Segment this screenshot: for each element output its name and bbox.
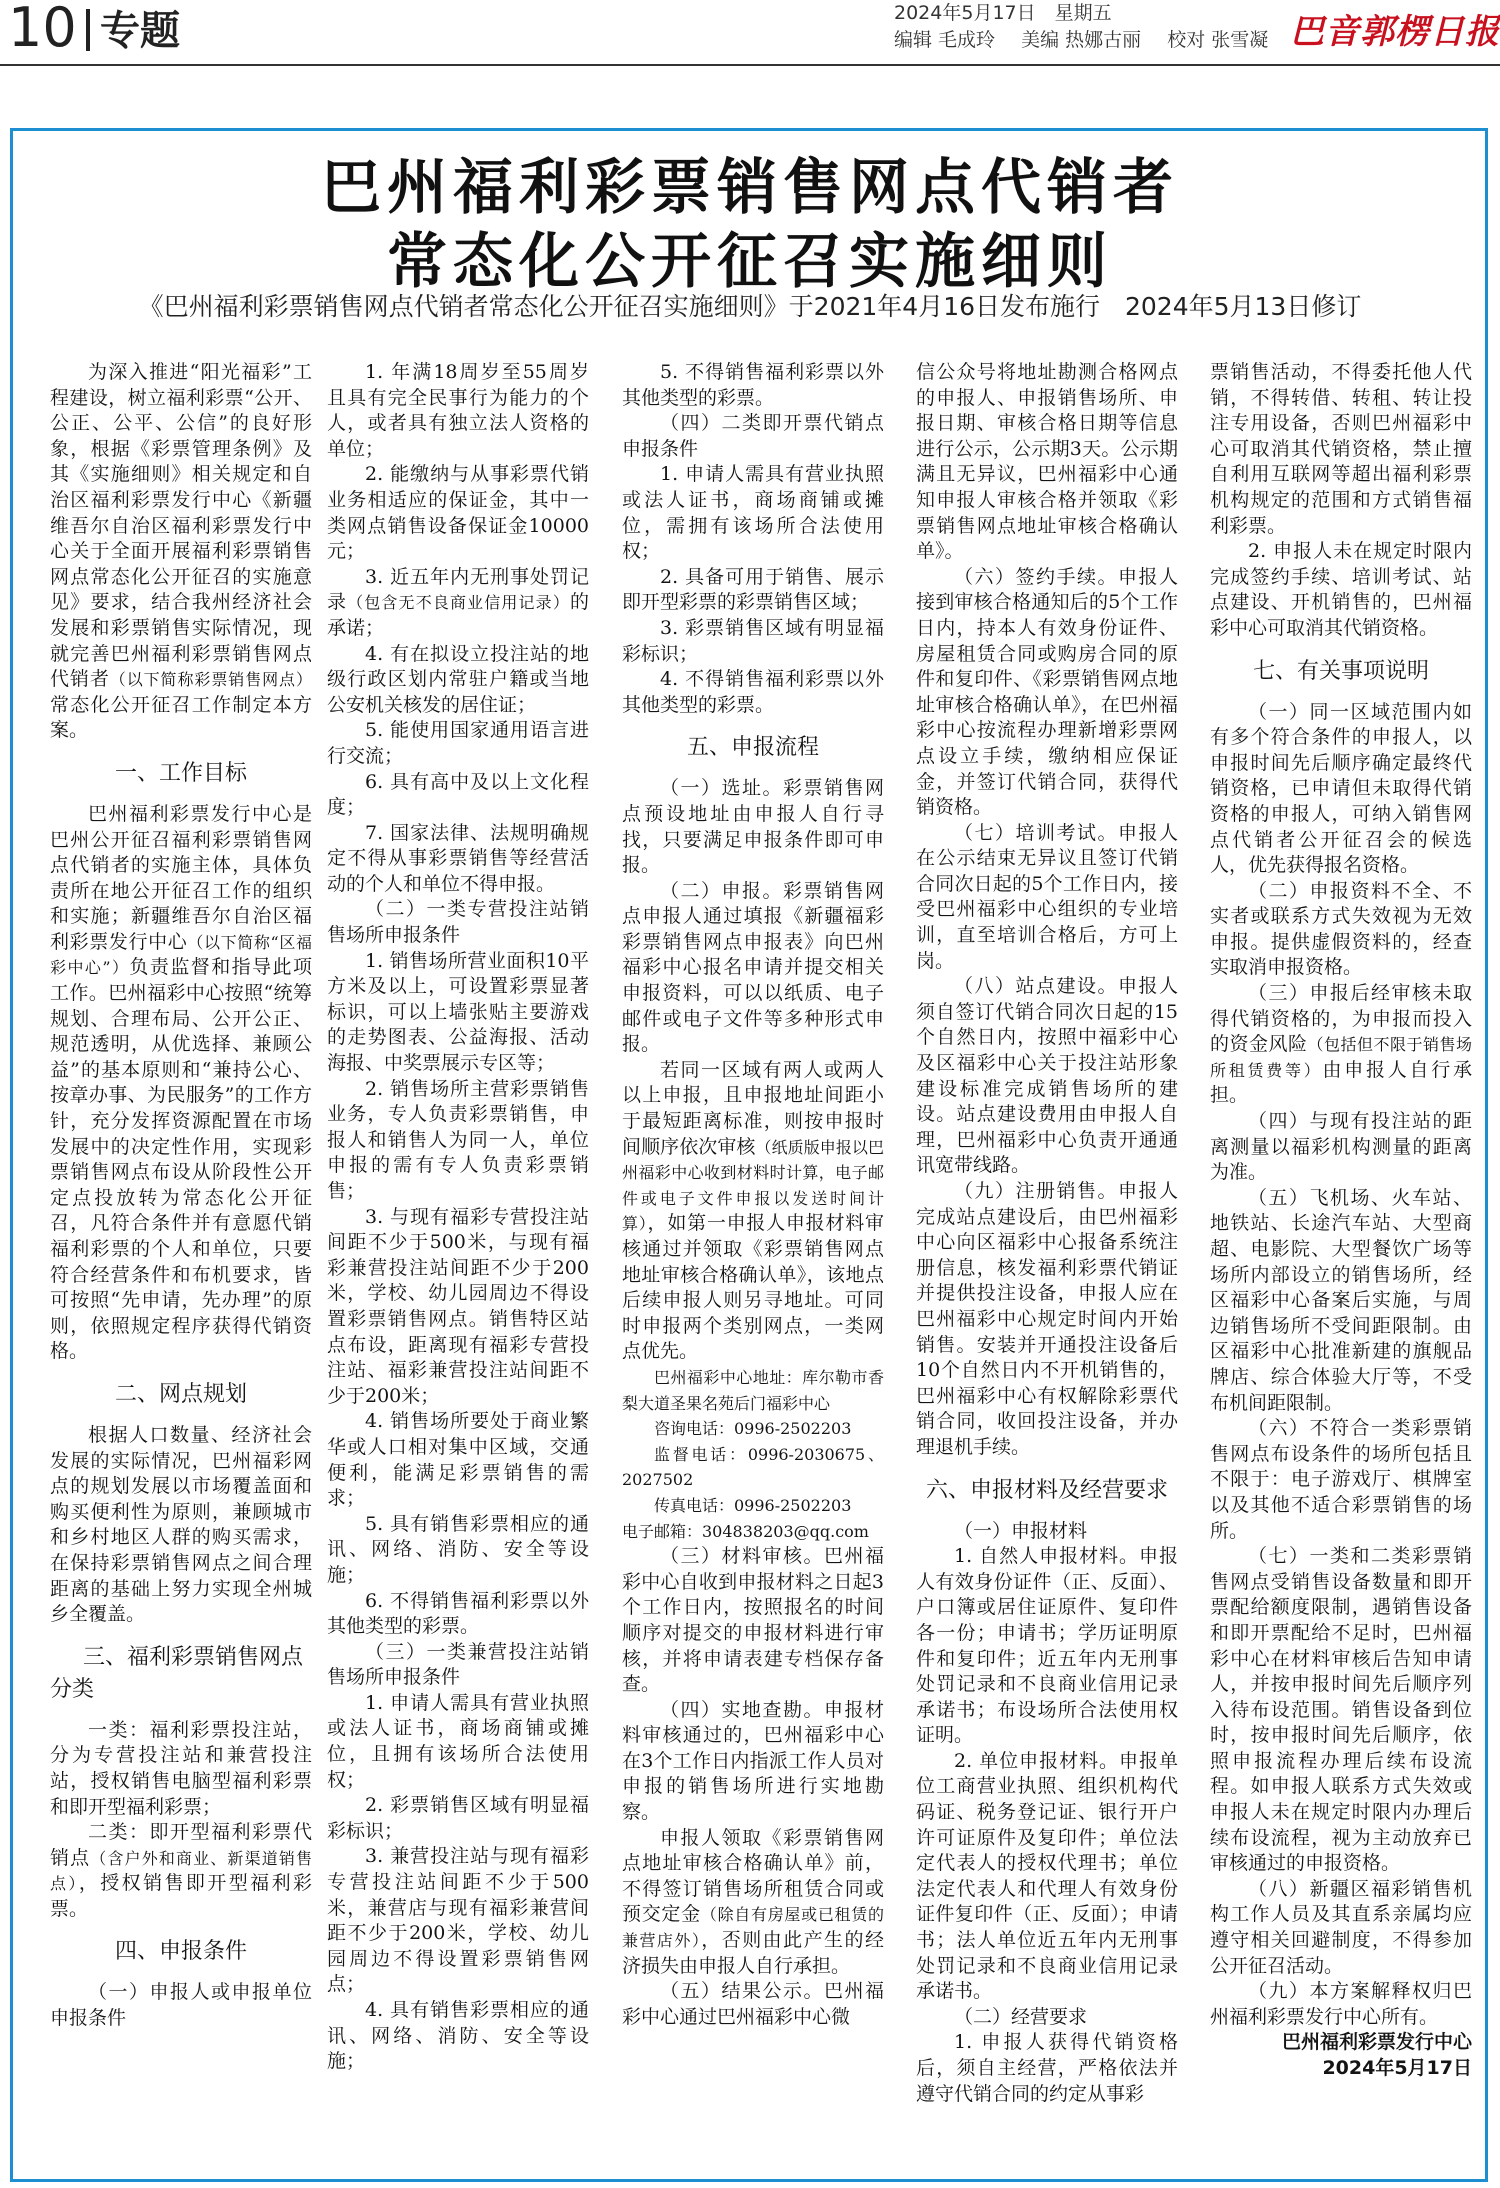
- paragraph: 6. 具有高中及以上文化程度；: [327, 770, 589, 819]
- page-masthead: [0, 0, 1500, 64]
- paragraph: 二类：即开型福利彩票代销点（含户外和商业、新渠道销售点），授权销售即开型福利彩票。: [50, 1821, 312, 1920]
- paragraph: （二）经营要求: [954, 2005, 1088, 2028]
- text-column-3: [622, 360, 884, 2160]
- contact-address: 巴州福彩中心地址：库尔勒市香梨大道圣果名苑后门福彩中心: [622, 1367, 884, 1413]
- paragraph: （二）一类专营投注站销售场所申报条件: [327, 898, 589, 947]
- text-column-1: [50, 360, 312, 2160]
- paragraph: （一）选址。彩票销售网点预设地址由申报人自行寻找，只要满足申报条件即可申报。: [622, 777, 884, 877]
- paragraph: 1. 申报人获得代销资格后，须自主经营，严格依法并遵守代销合同的约定从事彩: [916, 2031, 1178, 2105]
- paragraph: （三）申报后经审核未取得代销资格的，为申报而投入的资金风险（包括但不限于销售场所租赁费等）由申报人自行承担。: [1210, 982, 1472, 1107]
- paragraph: 4. 销售场所要处于商业繁华或人口相对集中区域，交通便利，能满足彩票销售的需求；: [327, 1410, 589, 1510]
- signature-date: 2024年5月17日: [1322, 2057, 1472, 2079]
- section-heading: 三、福利彩票销售网点分类: [50, 1644, 304, 1702]
- paragraph: 5. 能使用国家通用语言进行交流；: [327, 719, 589, 767]
- paragraph: 根据人口数量、经济社会发展的实际情况，巴州福彩网点的规划发展以市场覆盖面和购买便利性为原则，兼顾城市和乡村地区人群的购买需求，在保持彩票销售网点之间合理距离的基础上努力实现全州城乡全覆盖。: [50, 1423, 312, 1626]
- masthead-rule: [0, 64, 1500, 66]
- section-heading: 二、网点规划: [114, 1381, 247, 1407]
- paragraph: （九）本方案解释权归巴州福利彩票发行中心所有。: [1210, 1980, 1472, 2028]
- contact-supervision-phone: 监督电话：0996-2030675、2027502: [622, 1444, 884, 1490]
- issue-date: 2024年5月17日 星期五: [894, 2, 1112, 24]
- paragraph: 5. 不得销售福利彩票以外其他类型的彩票。: [622, 361, 884, 409]
- paragraph: 4. 不得销售福利彩票以外其他类型的彩票。: [622, 668, 884, 716]
- editor-credit: 编辑 毛成玲: [894, 29, 996, 51]
- paragraph: （七）培训考试。申报人在公示结束无异议且签订代销合同次日起的5个工作日内，接受巴州福彩中心组织的专业培训，直至培训合格后，方可上岗。: [916, 821, 1178, 972]
- paragraph: （四）与现有投注站的距离测量以福彩机构测量的距离为准。: [1210, 1110, 1472, 1184]
- paragraph: 2. 彩票销售区域有明显福彩标识；: [327, 1794, 589, 1842]
- paragraph: 3. 彩票销售区域有明显福彩标识；: [622, 616, 884, 665]
- contact-phone: 咨询电话：0996-2502203: [654, 1419, 852, 1439]
- paragraph: 1. 申请人需具有营业执照或法人证书，商场商铺或摊位，需拥有该场所合法使用权；: [622, 463, 884, 563]
- section-heading: 四、申报条件: [114, 1939, 247, 1965]
- signature-organization: 巴州福利彩票发行中心: [1281, 2031, 1472, 2054]
- paragraph: 2. 具备可用于销售、展示即开型彩票的彩票销售区域；: [622, 565, 884, 614]
- article-title-line-2: 常态化公开征召实施细则: [387, 227, 1113, 297]
- paragraph: （三）材料审核。巴州福彩中心自收到申报材料之日起3个工作日内，按照报名的时间顺序对提交的申报材料进行审核，并将申请表建专档保存备查。: [622, 1545, 884, 1696]
- paragraph: （七）一类和二类彩票销售网点受销售设备数量和即开票配给额度限制，遇销售设备和即开票配给不足时，巴州福彩中心在材料审核后告知申请人，并按申报时间先后顺序列入待布设范围。销售设备到位时，按申报时间先后顺序，依照申报流程办理后续布设流程。如申报人联系方式失效或申报人未在规定时限内办理后续布设流程，视为主动放弃已审核通过的申报资格。: [1210, 1545, 1472, 1875]
- masthead-divider: [86, 9, 90, 51]
- staff-credits: [894, 27, 1288, 53]
- paragraph: 信公众号将地址勘测合格网点的申报人、申报销售场所、申报日期、审核合格日期等信息进行公示，公示期3天。公示期满且无异议，巴州福彩中心通知申报人审核合格并领取《彩票销售网点地址审核合格确认单》。: [916, 361, 1178, 563]
- section-name: 专题: [100, 8, 180, 54]
- designer-credit: 美编 热娜古丽: [1021, 29, 1142, 51]
- paragraph: （六）不符合一类彩票销售网点布设条件的场所包括且不限于：电子游戏厅、棋牌室以及其他不适合彩票销售的场所。: [1210, 1417, 1472, 1542]
- article-title-line-1: 巴州福利彩票销售网点代销者: [321, 153, 1179, 223]
- paragraph: 7. 国家法律、法规明确规定不得从事彩票销售等经营活动的个人和单位不得申报。: [327, 821, 589, 895]
- section-heading: 五、申报流程: [686, 735, 819, 761]
- paragraph: 4. 有在拟设立投注站的地级行政区划内常驻户籍或当地公安机关核发的居住证；: [327, 642, 589, 716]
- section-heading: 六、申报材料及经营要求: [925, 1477, 1168, 1503]
- paragraph: 3. 近五年内无刑事处罚记录（包含无不良商业信用记录）的承诺；: [327, 565, 589, 639]
- paragraph: 1. 申请人需具有营业执照或法人证书，商场商铺或摊位，且拥有该场所合法使用权；: [327, 1691, 589, 1791]
- text-column-2: [327, 360, 589, 2160]
- contact-email: 电子邮箱：304838203@qq.com: [622, 1521, 869, 1541]
- paragraph: 一类：福利彩票投注站，分为专营投注站和兼营投注站，授权销售电脑型福利彩票和即开型福利彩票；: [50, 1718, 312, 1818]
- paragraph: （五）结果公示。巴州福彩中心通过巴州福彩中心微: [622, 1980, 884, 2028]
- paragraph: （四）二类即开票代销点申报条件: [622, 412, 884, 460]
- paragraph: 3. 兼营投注站与现有福彩专营投注站间距不少于500米，兼营店与现有福彩兼营间距不少于200米，学校、幼儿园周边不得设置彩票销售网点；: [327, 1845, 589, 1996]
- section-heading: 一、工作目标: [114, 760, 247, 786]
- paragraph: 1. 自然人申报材料。申报人有效身份证件（正、反面）、户口簿或居住证原件、复印件各一份；申请书；学历证明原件和复印件；近五年内无刑事处罚记录和不良商业信用记录承诺书；布设场所合法使用权证明。: [916, 1545, 1178, 1747]
- paragraph: 4. 具有销售彩票相应的通讯、网络、消防、安全等设施；: [327, 1999, 589, 2073]
- paragraph: 票销售活动，不得委托他人代销，不得转借、转租、转让投注专用设备，否则巴州福彩中心可取消其代销资格，禁止擅自利用互联网等超出福利彩票机构规定的范围和方式销售福利彩票。: [1210, 361, 1472, 537]
- paragraph: 1. 年满18周岁至55周岁且具有完全民事行为能力的个人，或者具有独立法人资格的单位；: [327, 361, 589, 460]
- paragraph: （一）申报人或申报单位申报条件: [50, 1981, 312, 2030]
- paragraph: 5. 具有销售彩票相应的通讯、网络、消防、安全等设施；: [327, 1512, 589, 1586]
- paragraph: 2. 销售场所主营彩票销售业务，专人负责彩票销售，申报人和销售人为同一人，单位申报的需有专人负责彩票销售；: [327, 1077, 589, 1202]
- paragraph: 1. 销售场所营业面积10平方米及以上，可设置彩票显著标识，可以上墙张贴主要游戏的走势图表、公益海报、活动海报、中奖票展示专区等；: [327, 949, 589, 1075]
- paragraph: 巴州福利彩票发行中心是巴州公开征召福利彩票销售网点代销者的实施主体，具体负责所在地公开征召工作的组织和实施；新疆维吾尔自治区福利彩票发行中心（以下简称“区福彩中心”）负责监督和指导此项工作。巴州福彩中心按照“统筹规划、合理布局、公开公正、规范透明，从优选择、兼顾公益”的基本原则和“兼持公心、按章办事、为民服务”的工作方针，充分发挥资源配置在市场发展中的决定性作用，实现彩票销售网点布设从阶段性公开定点投放转为常态化公开征召，凡符合条件并有意愿代销福利彩票的个人和单位，只要符合经营条件和布机要求，皆可按照“先申请，先办理”的原则，依照规定程序获得代销资格。: [50, 802, 312, 1363]
- article-subtitle: 《巴州福利彩票销售网点代销者常态化公开征召实施细则》于2021年4月16日发布施行 2024年5月13日修订: [138, 292, 1362, 321]
- text-column-5: [1210, 360, 1472, 2160]
- paragraph: （二）申报资料不全、不实者或联系方式失效视为无效申报。提供虚假资料的，经查实取消申报资格。: [1210, 879, 1472, 979]
- paragraph: （一）申报材料: [954, 1519, 1088, 1542]
- paragraph: （六）签约手续。申报人接到审核合格通知后的5个工作日内，持本人有效身份证件、房屋租赁合同或购房合同的原件和复印件、《彩票销售网点地址审核合格确认单》，在巴州福彩中心按流程办理新增彩票网点设立手续，缴纳相应保证金，并签订代销合同，获得代销资格。: [916, 565, 1178, 819]
- paragraph: （五）飞机场、火车站、地铁站、长途汽车站、大型商超、电影院、大型餐饮广场等场所内部设立的销售场所，经区福彩中心备案后实施，与周边销售场所不受间距限制。由区福彩中心批准新建的旗舰品牌店、综合体验大厅等，不受布机间距限制。: [1210, 1186, 1472, 1414]
- paragraph: （二）申报。彩票销售网点申报人通过填报《新疆福彩彩票销售网点申报表》向巴州福彩中心报名申请并提交相关申报资料，可以以纸质、电子邮件或电子文件等多种形式申报。: [622, 879, 884, 1056]
- paragraph: （九）注册销售。申报人完成站点建设后，由巴州福彩中心向区福彩中心报备系统注册信息，核发福利彩票代销证并提供投注设备，申报人应在巴州福彩中心规定时间内开始销售。安装并开通投注设备后10个自然日内不开机销售的，巴州福彩中心有权解除彩票代销合同，收回投注设备，并办理退机手续。: [916, 1180, 1178, 1458]
- paragraph: 3. 与现有福彩专营投注站间距不少于500米，与现有福彩兼营投注站间距不少于200米，学校、幼儿园周边不得设置彩票销售网点。销售特区站点布设，距离现有福彩专营投注站、福彩兼营投注站间距不少于200米；: [327, 1205, 589, 1407]
- paragraph: （八）站点建设。申报人须自签订代销合同次日起的15个自然日内，按照中福彩中心及区福彩中心关于投注站形象建设标准完成销售场所的建设。站点建设费用由申报人自理，巴州福彩中心负责开通通讯宽带线路。: [916, 975, 1178, 1177]
- text-column-4: [916, 360, 1178, 2160]
- page-number: 10: [8, 0, 77, 59]
- paragraph: 2. 申报人未在规定时限内完成签约手续、培训考试、站点建设、开机销售的，巴州福彩中心可取消其代销资格。: [1210, 540, 1472, 639]
- paragraph: 2. 单位申报材料。申报单位工商营业执照、组织机构代码证、税务登记证、银行开户许可证原件及复印件；单位法定代表人的授权代理书；单位法定代表人和代理人有效身份证件复印件（正、反面）；申请书；法人单位近五年内无刑事处罚记录和不良商业信用记录承诺书。: [916, 1749, 1178, 2003]
- paragraph: （四）实地查勘。申报材料审核通过的，巴州福彩中心在3个工作日内指派工作人员对申报的销售场所进行实地勘察。: [622, 1698, 884, 1824]
- contact-fax: 传真电话：0996-2502203: [654, 1495, 852, 1515]
- proofreader-credit: 校对 张雪凝: [1167, 29, 1269, 51]
- paragraph: 若同一区域有两人或两人以上申报，且申报地址间距小于最短距离标准，则按申报时间顺序依次审核（纸质版申报以巴州福彩中心收到材料时计算，电子邮件或电子文件申报以发送时间计算），如第一申报人申报材料审核通过并领取《彩票销售网点地址审核合格确认单》，该地点后续申报人则另寻地址。可同时申报两个类别网点，一类网点优先。: [622, 1058, 884, 1363]
- paragraph: 申报人领取《彩票销售网点地址审核合格确认单》前，不得签订销售场所租赁合同或预交定金（除自有房屋或已租赁的兼营店外），否则由此产生的经济损失由申报人自行承担。: [622, 1826, 884, 1977]
- paragraph: 6. 不得销售福利彩票以外其他类型的彩票。: [327, 1589, 589, 1638]
- paragraph: （八）新疆区福彩销售机构工作人员及其直系亲属均应遵守相关回避制度，不得参加公开征召活动。: [1210, 1877, 1472, 1977]
- paragraph: （一）同一区域范围内如有多个符合条件的申报人，以申报时间先后顺序确定最终代销资格，已申请但未取得代销资格的申报人，可纳入销售网点代销者公开征召会的候选人，优先获得报名资格。: [1210, 700, 1472, 877]
- section-heading: 七、有关事项说明: [1252, 658, 1429, 684]
- newspaper-logo: 巴音郭楞日报: [1290, 12, 1500, 52]
- paragraph: （三）一类兼营投注站销售场所申报条件: [327, 1640, 589, 1689]
- paragraph: 2. 能缴纳与从事彩票代销业务相适应的保证金，其中一类网点销售设备保证金10000元；: [327, 463, 589, 563]
- paragraph: 为深入推进“阳光福彩”工程建设，树立福利彩票“公开、公正、公平、公信”的良好形象，根据《彩票管理条例》及其《实施细则》相关规定和自治区福利彩票发行中心《新疆维吾尔自治区福利彩票发行中心关于全面开展福利彩票销售网点常态化公开征召的实施意见》要求，结合我州经济社会发展和彩票销售实际情况，现就完善巴州福利彩票销售网点代销者（以下简称彩票销售网点）常态化公开征召工作制定本方案。: [50, 361, 312, 742]
